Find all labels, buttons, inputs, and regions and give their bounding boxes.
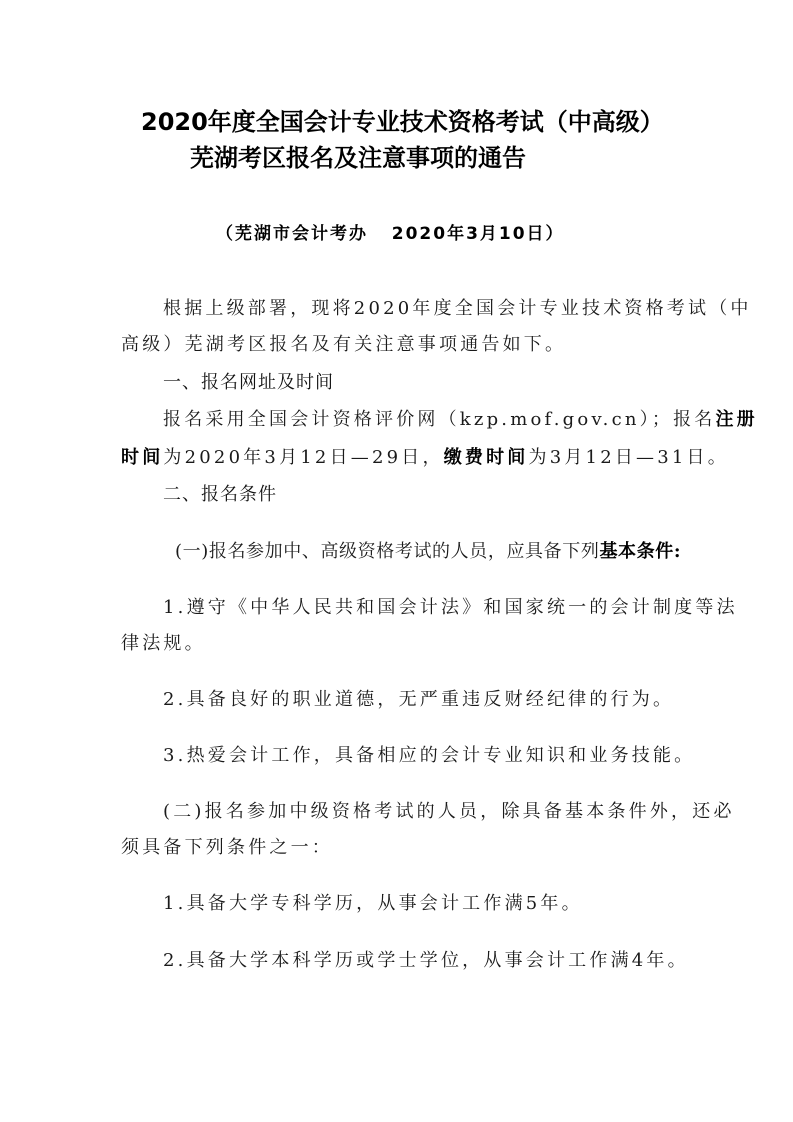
sub1-intro-text: (一)报名参加中、高级资格考试的人员，应具备下列 [175, 541, 600, 562]
sub1-item3: 3.热爱会计工作，具备相应的会计专业知识和业务技能。 [163, 745, 696, 766]
sub2-item1: 1.具备大学专科学历，从事会计工作满5年。 [163, 893, 583, 914]
section1-para-line1 [163, 411, 758, 429]
document-title-line2: 芜湖考区报名及注意事项的通告 [190, 144, 526, 172]
bold-register: 注册 [715, 409, 758, 430]
section1-para-line1-text: 报名采用全国会计资格评价网（kzp.mof.gov.cn）；报名 [163, 409, 716, 430]
intro-line2: 高级）芜湖考区报名及有关注意事项通告如下。 [121, 334, 567, 355]
section1-heading: 一、报名网址及时间 [163, 372, 334, 393]
sub1-item2: 2.具备良好的职业道德，无严重违反财经纪律的行为。 [163, 689, 675, 710]
section1-para-line2 [121, 449, 729, 467]
bold-basic-conditions: 基本条件: [599, 541, 682, 562]
document-title-line1: 2020年度全国会计专业技术资格考试（中高级） [141, 108, 664, 136]
section2-heading: 二、报名条件 [163, 484, 277, 505]
register-dates: 为2020年3月12日—29日， [163, 447, 444, 468]
payment-dates: 为3月12日—31日。 [528, 447, 729, 468]
sub1-item1-line1: 1.遵守《中华人民共和国会计法》和国家统一的会计制度等法 [163, 597, 738, 618]
sub1-item1-line2: 律法规。 [121, 633, 206, 654]
sub1-intro [175, 543, 681, 561]
document-subtitle: （芜湖市会计考办 2020年3月10日） [216, 224, 565, 244]
bold-payment-time: 缴费时间 [443, 447, 529, 468]
bold-time: 时间 [121, 447, 164, 468]
sub2-intro-line1: (二)报名参加中级资格考试的人员，除具备基本条件外，还必 [163, 801, 735, 822]
sub2-intro-line2: 须具备下列条件之一： [121, 837, 333, 858]
intro-line1: 根据上级部署，现将2020年度全国会计专业技术资格考试（中 [163, 298, 752, 319]
sub2-item2: 2.具备大学本科学历或学士学位，从事会计工作满4年。 [163, 950, 689, 971]
